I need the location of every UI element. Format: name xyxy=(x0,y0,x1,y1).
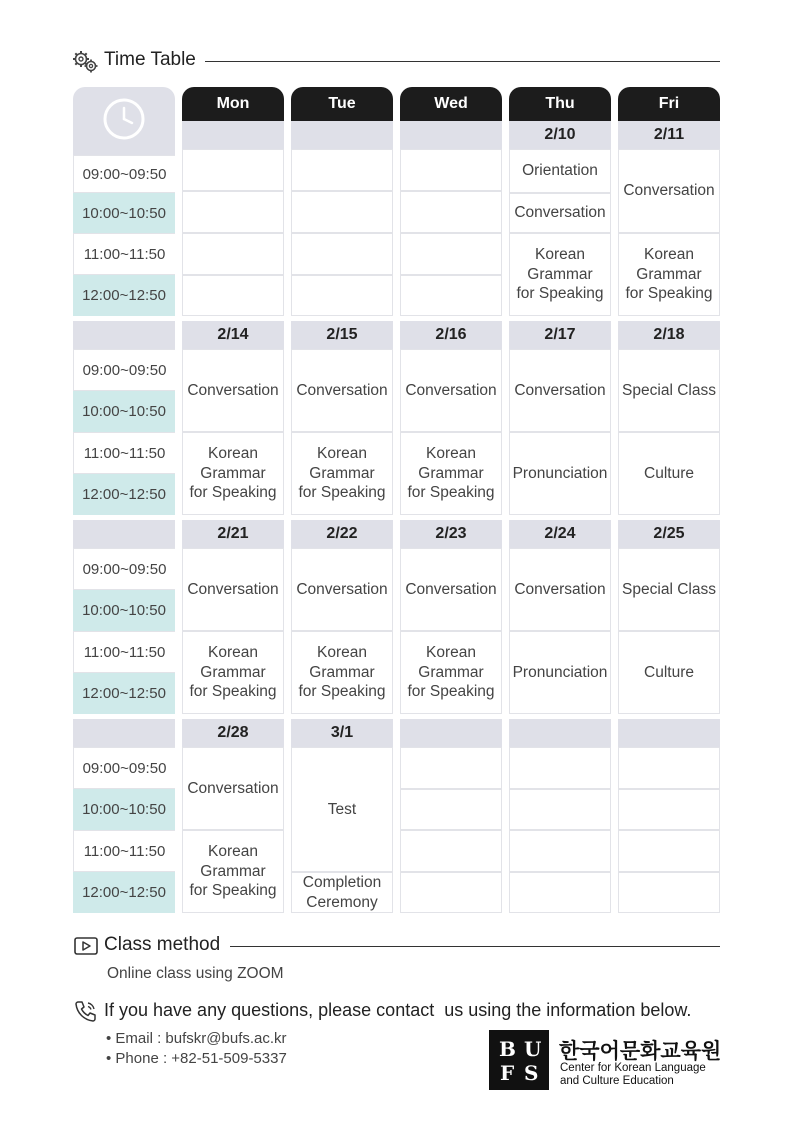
empty-cell xyxy=(400,233,502,275)
empty-cell xyxy=(618,789,720,830)
time-slot: 12:00~12:50 xyxy=(73,673,175,714)
class-cell-grammar: Korean Grammar for Speaking xyxy=(182,631,284,714)
empty-cell xyxy=(291,233,393,275)
time-slot: 10:00~10:50 xyxy=(73,193,175,233)
logo-english-line1: Center for Korean Language xyxy=(560,1062,706,1074)
date-header xyxy=(182,121,284,149)
time-slot: 09:00~09:50 xyxy=(73,548,175,590)
time-slot: 11:00~11:50 xyxy=(73,233,175,275)
time-slot: 11:00~11:50 xyxy=(73,631,175,673)
empty-cell xyxy=(291,275,393,316)
empty-cell xyxy=(291,149,393,191)
class-cell-grammar: Korean Grammar for Speaking xyxy=(291,631,393,714)
time-slot: 12:00~12:50 xyxy=(73,275,175,316)
date-header: 2/22 xyxy=(291,520,393,548)
date-header xyxy=(400,121,502,149)
date-header: 2/18 xyxy=(618,321,720,349)
time-slot: 11:00~11:50 xyxy=(73,432,175,474)
date-header: 2/24 xyxy=(509,520,611,548)
week-header-blank xyxy=(73,520,175,548)
empty-cell xyxy=(291,191,393,233)
day-header-thu: Thu xyxy=(509,87,611,121)
date-header xyxy=(509,719,611,747)
clock-header xyxy=(73,87,175,155)
time-slot: 12:00~12:50 xyxy=(73,474,175,515)
date-header xyxy=(291,121,393,149)
contact-heading: If you have any questions, please contact us using the information below. xyxy=(104,1000,692,1020)
empty-cell xyxy=(400,191,502,233)
logo-letter: F xyxy=(500,1061,515,1085)
date-header: 2/10 xyxy=(509,121,611,149)
date-header: 2/23 xyxy=(400,520,502,548)
class-cell-grammar: Korean Grammar for Speaking xyxy=(182,432,284,515)
play-icon xyxy=(74,937,98,955)
empty-cell xyxy=(400,275,502,316)
timetable-title: Time Table xyxy=(104,49,196,70)
date-header: 2/15 xyxy=(291,321,393,349)
class-cell-conversation: Conversation xyxy=(509,349,611,432)
logo-english-line2: and Culture Education xyxy=(560,1075,674,1087)
day-header-fri: Fri xyxy=(618,87,720,121)
time-slot: 09:00~09:50 xyxy=(73,155,175,193)
empty-cell xyxy=(400,830,502,872)
class-cell-grammar: Korean Grammar for Speaking xyxy=(400,432,502,515)
contact-phone: • Phone : +82-51-509-5337 xyxy=(106,1050,287,1067)
class-cell-conversation: Conversation xyxy=(618,149,720,233)
phone-icon xyxy=(74,1000,98,1022)
class-cell-pronunciation: Pronunciation xyxy=(509,432,611,515)
empty-cell xyxy=(400,149,502,191)
class-cell-conversation: Conversation xyxy=(291,548,393,631)
week-header-blank xyxy=(73,321,175,349)
empty-cell xyxy=(400,789,502,830)
time-slot: 09:00~09:50 xyxy=(73,747,175,789)
class-cell-conversation: Conversation xyxy=(182,349,284,432)
empty-cell xyxy=(182,191,284,233)
empty-cell xyxy=(618,830,720,872)
empty-cell xyxy=(182,233,284,275)
logo-letter: S xyxy=(524,1061,539,1085)
class-cell-orientation: Orientation xyxy=(509,149,611,193)
empty-cell xyxy=(182,275,284,316)
empty-cell xyxy=(618,747,720,789)
date-header: 2/21 xyxy=(182,520,284,548)
title-divider xyxy=(205,61,720,62)
date-header: 2/16 xyxy=(400,321,502,349)
date-header: 2/28 xyxy=(182,719,284,747)
empty-cell xyxy=(509,830,611,872)
class-cell-conversation: Conversation xyxy=(509,548,611,631)
class-cell-test: Test xyxy=(291,747,393,872)
logo-korean-name: 한국어문화교육원 xyxy=(559,1039,722,1063)
contact-email: • Email : bufskr@bufs.ac.kr xyxy=(106,1030,287,1047)
class-cell-culture: Culture xyxy=(618,631,720,714)
date-header: 3/1 xyxy=(291,719,393,747)
time-slot: 11:00~11:50 xyxy=(73,830,175,872)
class-method-divider xyxy=(230,946,720,947)
day-header-tue: Tue xyxy=(291,87,393,121)
date-header: 2/25 xyxy=(618,520,720,548)
class-cell-conversation: Conversation xyxy=(182,548,284,631)
logo-letter: B xyxy=(499,1037,516,1061)
date-header xyxy=(400,719,502,747)
class-cell-conversation: Conversation xyxy=(182,747,284,830)
time-slot: 09:00~09:50 xyxy=(73,349,175,391)
empty-cell xyxy=(509,747,611,789)
empty-cell xyxy=(618,872,720,913)
class-cell-grammar: Korean Grammar for Speaking xyxy=(400,631,502,714)
date-header: 2/11 xyxy=(618,121,720,149)
class-cell-culture: Culture xyxy=(618,432,720,515)
time-slot: 10:00~10:50 xyxy=(73,391,175,432)
week-header-blank xyxy=(73,719,175,747)
empty-cell xyxy=(182,149,284,191)
time-slot: 10:00~10:50 xyxy=(73,590,175,631)
clock-icon xyxy=(102,97,146,146)
empty-cell xyxy=(509,872,611,913)
class-cell-special: Special Class xyxy=(618,349,720,432)
empty-cell xyxy=(509,789,611,830)
day-header-wed: Wed xyxy=(400,87,502,121)
class-cell-ceremony: Completion Ceremony xyxy=(291,872,393,913)
class-cell-grammar: Korean Grammar for Speaking xyxy=(618,233,720,316)
class-cell-grammar: Korean Grammar for Speaking xyxy=(291,432,393,515)
class-cell-conversation: Conversation xyxy=(291,349,393,432)
class-cell-special: Special Class xyxy=(618,548,720,631)
class-cell-conversation: Conversation xyxy=(509,193,611,233)
class-method-title: Class method xyxy=(104,934,221,955)
class-cell-grammar: Korean Grammar for Speaking xyxy=(182,830,284,913)
date-header: 2/14 xyxy=(182,321,284,349)
class-cell-pronunciation: Pronunciation xyxy=(509,631,611,714)
gears-icon xyxy=(72,50,100,74)
logo-letter: U xyxy=(524,1037,542,1061)
empty-cell xyxy=(400,872,502,913)
bufs-logo xyxy=(489,1030,549,1090)
time-slot: 10:00~10:50 xyxy=(73,789,175,830)
date-header xyxy=(618,719,720,747)
class-cell-conversation: Conversation xyxy=(400,548,502,631)
empty-cell xyxy=(400,747,502,789)
class-cell-conversation: Conversation xyxy=(400,349,502,432)
day-header-mon: Mon xyxy=(182,87,284,121)
class-method-text: Online class using ZOOM xyxy=(107,965,284,982)
date-header: 2/17 xyxy=(509,321,611,349)
class-cell-grammar: Korean Grammar for Speaking xyxy=(509,233,611,316)
time-slot: 12:00~12:50 xyxy=(73,872,175,913)
